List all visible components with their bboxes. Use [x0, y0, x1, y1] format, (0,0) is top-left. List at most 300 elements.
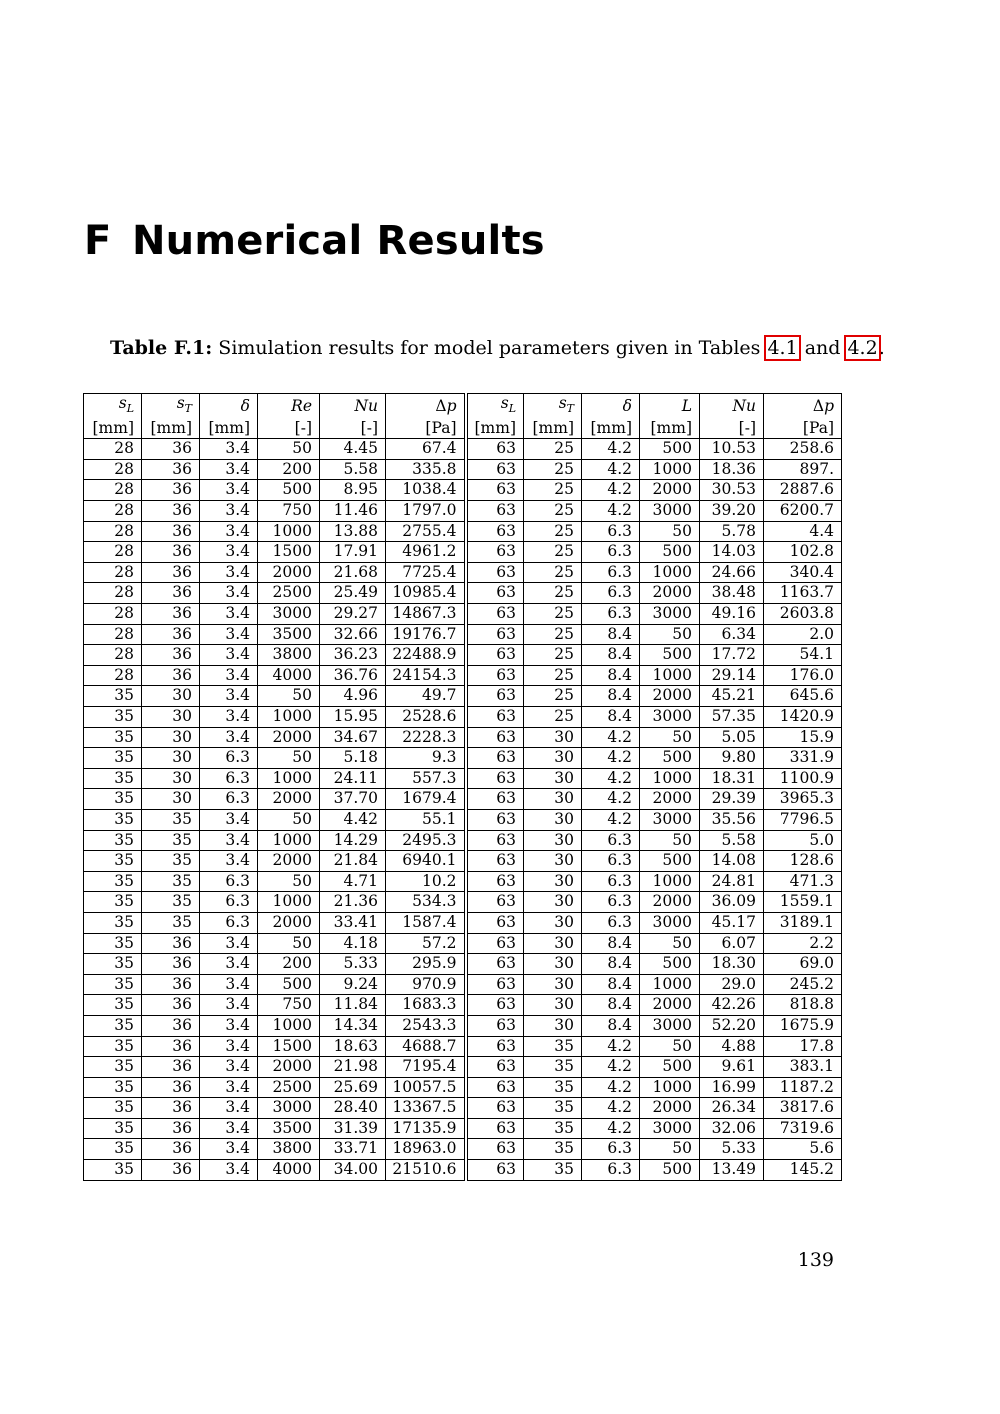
table-cell: 5.58 [320, 459, 386, 480]
table-cell: 3.4 [200, 459, 258, 480]
table-cell: 30 [524, 789, 582, 810]
table-row [84, 768, 842, 789]
table-cell: 21.84 [320, 851, 386, 872]
table-cell: 3965.3 [764, 789, 842, 810]
table-cell: 2.0 [764, 624, 842, 645]
table-cell: 1797.0 [386, 501, 466, 522]
table-cell: 25.49 [320, 583, 386, 604]
table-row [84, 830, 842, 851]
table-cell: 4.2 [582, 727, 640, 748]
table-cell: 67.4 [386, 439, 466, 460]
table-cell: 30 [524, 1015, 582, 1036]
table-cell: 6.3 [582, 562, 640, 583]
table-cell: 6.3 [582, 521, 640, 542]
table-cell: 35 [142, 809, 200, 830]
table-cell: 57.35 [700, 707, 764, 728]
col-unit: [mm] [524, 419, 582, 439]
table-cell: 500 [258, 480, 320, 501]
table-row [84, 1118, 842, 1139]
table-cell: 534.3 [386, 892, 466, 913]
table-cell: 500 [640, 1160, 700, 1181]
table-cell: 63 [466, 1160, 524, 1181]
table-cell: 1000 [258, 1015, 320, 1036]
table-cell: 3.4 [200, 1057, 258, 1078]
table-cell: 2000 [640, 995, 700, 1016]
table-cell: 36 [142, 1057, 200, 1078]
table-cell: 63 [466, 748, 524, 769]
table-cell: 4.2 [582, 789, 640, 810]
table-cell: 1559.1 [764, 892, 842, 913]
col-unit: [Pa] [386, 419, 466, 439]
table-cell: 295.9 [386, 954, 466, 975]
table-cell: 30 [524, 871, 582, 892]
table-cell: 4000 [258, 1160, 320, 1181]
table-cell: 63 [466, 954, 524, 975]
table-cell: 10985.4 [386, 583, 466, 604]
table-cell: 7796.5 [764, 809, 842, 830]
table-cell: 3.4 [200, 604, 258, 625]
table-cell: 11.84 [320, 995, 386, 1016]
table-cell: 3.4 [200, 1036, 258, 1057]
table-cell: 3.4 [200, 1118, 258, 1139]
table-cell: 25 [524, 501, 582, 522]
table-cell: 3.4 [200, 439, 258, 460]
table-cell: 258.6 [764, 439, 842, 460]
table-cell: 24.81 [700, 871, 764, 892]
table-cell: 6.3 [582, 912, 640, 933]
table-cell: 35 [524, 1139, 582, 1160]
table-cell: 24154.3 [386, 665, 466, 686]
table-cell: 11.46 [320, 501, 386, 522]
table-cell: 69.0 [764, 954, 842, 975]
table-cell: 63 [466, 809, 524, 830]
table-body [84, 439, 842, 1180]
table-cell: 3.4 [200, 727, 258, 748]
table-cell: 28.40 [320, 1098, 386, 1119]
table-cell: 2500 [258, 583, 320, 604]
table-cell: 30 [524, 995, 582, 1016]
table-cell: 25 [524, 604, 582, 625]
table-cell: 35 [84, 995, 142, 1016]
table-cell: 21.36 [320, 892, 386, 913]
table-row [84, 624, 842, 645]
table-cell: 35 [524, 1036, 582, 1057]
table-cell: 63 [466, 727, 524, 748]
table-cell: 33.41 [320, 912, 386, 933]
table-cell: 36 [142, 954, 200, 975]
table-cell: 2000 [258, 789, 320, 810]
table-cell: 14.29 [320, 830, 386, 851]
col-unit: [-] [700, 419, 764, 439]
table-cell: 29.0 [700, 974, 764, 995]
table-cell: 50 [640, 727, 700, 748]
table-cell: 970.9 [386, 974, 466, 995]
table-row [84, 501, 842, 522]
table-row [84, 645, 842, 666]
table-cell: 50 [258, 686, 320, 707]
table-cell: 2528.6 [386, 707, 466, 728]
table-cell: 3500 [258, 624, 320, 645]
table-cell: 1587.4 [386, 912, 466, 933]
table-cell: 3000 [640, 501, 700, 522]
table-cell: 6.3 [200, 892, 258, 913]
table-cell: 1000 [258, 521, 320, 542]
table-cell: 36 [142, 604, 200, 625]
table-row [84, 707, 842, 728]
table-cell: 4.2 [582, 1036, 640, 1057]
table-cell: 63 [466, 789, 524, 810]
page-number: 139 [797, 1249, 834, 1271]
table-cell: 30 [524, 768, 582, 789]
table-cell: 2603.8 [764, 604, 842, 625]
table-cell: 36 [142, 995, 200, 1016]
table-cell: 2500 [258, 1077, 320, 1098]
table-cell: 63 [466, 624, 524, 645]
table-cell: 4.2 [582, 480, 640, 501]
table-cell: 63 [466, 1139, 524, 1160]
sub-T: T [566, 402, 574, 416]
table-cell: 17.8 [764, 1036, 842, 1057]
table-cell: 1500 [258, 542, 320, 563]
table-cell: 63 [466, 1015, 524, 1036]
table-cell: 3800 [258, 645, 320, 666]
table-cell: 29.14 [700, 665, 764, 686]
table-cell: 5.58 [700, 830, 764, 851]
table-cell: 8.4 [582, 665, 640, 686]
table-cell: 500 [640, 1057, 700, 1078]
table-cell: 28 [84, 604, 142, 625]
table-cell: 30 [524, 912, 582, 933]
table-cell: 3.4 [200, 521, 258, 542]
table-cell: 45.17 [700, 912, 764, 933]
table-cell: 3.4 [200, 1160, 258, 1181]
table-cell: 63 [466, 871, 524, 892]
table-cell: 200 [258, 954, 320, 975]
table-cell: 331.9 [764, 748, 842, 769]
table-cell: 750 [258, 995, 320, 1016]
table-cell: 30 [524, 933, 582, 954]
sub-T: T [184, 402, 192, 416]
table-row [84, 521, 842, 542]
table-cell: 50 [258, 748, 320, 769]
table-cell: 1000 [640, 768, 700, 789]
table-cell: 36 [142, 974, 200, 995]
table-cell: 30 [142, 727, 200, 748]
table-cell: 1683.3 [386, 995, 466, 1016]
table-cell: 28 [84, 459, 142, 480]
table-cell: 28 [84, 501, 142, 522]
table-cell: 63 [466, 892, 524, 913]
table-cell: 35 [142, 851, 200, 872]
table-row [84, 995, 842, 1016]
table-cell: 4.45 [320, 439, 386, 460]
table-cell: 35 [524, 1057, 582, 1078]
table-cell: 3000 [640, 604, 700, 625]
table-cell: 50 [258, 809, 320, 830]
table-cell: 36 [142, 933, 200, 954]
table-cell: 18.31 [700, 768, 764, 789]
table-cell: 500 [640, 439, 700, 460]
table-cell: 1500 [258, 1036, 320, 1057]
table-cell: 28 [84, 645, 142, 666]
table-cell: 2755.4 [386, 521, 466, 542]
results-table [83, 393, 842, 1181]
table-cell: 25 [524, 645, 582, 666]
table-cell: 36.76 [320, 665, 386, 686]
table-cell: 25 [524, 624, 582, 645]
table-cell: 25 [524, 439, 582, 460]
table-cell: 63 [466, 645, 524, 666]
table-cell: 6.3 [582, 1139, 640, 1160]
table-cell: 30 [142, 707, 200, 728]
table-cell: 3000 [640, 707, 700, 728]
table-caption [110, 337, 885, 359]
table-cell: 3.4 [200, 542, 258, 563]
table-cell: 57.2 [386, 933, 466, 954]
table-row [84, 1036, 842, 1057]
table-cell: 3.4 [200, 809, 258, 830]
table-cell: 3189.1 [764, 912, 842, 933]
table-cell: 6.3 [582, 892, 640, 913]
col-header-re: Re [258, 394, 320, 419]
table-cell: 1000 [640, 459, 700, 480]
table-row [84, 1077, 842, 1098]
table-cell: 3.4 [200, 501, 258, 522]
table-cell: 3.4 [200, 480, 258, 501]
table-cell: 35 [84, 830, 142, 851]
table-cell: 35 [84, 1077, 142, 1098]
table-cell: 25 [524, 480, 582, 501]
table-cell: 30 [524, 892, 582, 913]
table-cell: 35 [524, 1077, 582, 1098]
table-cell: 35 [84, 789, 142, 810]
table-cell: 63 [466, 542, 524, 563]
table-row [84, 871, 842, 892]
table-cell: 35 [84, 686, 142, 707]
table-cell: 36 [142, 1098, 200, 1119]
table-cell: 36 [142, 1036, 200, 1057]
table-cell: 8.4 [582, 624, 640, 645]
table-cell: 3000 [258, 1098, 320, 1119]
table-cell: 3.4 [200, 851, 258, 872]
table-cell: 8.4 [582, 974, 640, 995]
table-cell: 2.2 [764, 933, 842, 954]
table-cell: 6.3 [582, 851, 640, 872]
table-cell: 21.68 [320, 562, 386, 583]
table-cell: 3.4 [200, 995, 258, 1016]
table-cell: 5.33 [700, 1139, 764, 1160]
table-row [84, 604, 842, 625]
table-cell: 30.53 [700, 480, 764, 501]
header-unit-row [84, 419, 842, 439]
col-unit: [Pa] [764, 419, 842, 439]
table-cell: 63 [466, 665, 524, 686]
table-cell: 30 [524, 851, 582, 872]
table-cell: 50 [640, 1036, 700, 1057]
table-cell: 63 [466, 583, 524, 604]
table-cell: 49.7 [386, 686, 466, 707]
table-cell: 28 [84, 583, 142, 604]
table-cell: 63 [466, 1057, 524, 1078]
table-cell: 3.4 [200, 1098, 258, 1119]
table-row [84, 1098, 842, 1119]
table-cell: 3000 [640, 912, 700, 933]
header-symbol-row [84, 394, 842, 419]
table-cell: 340.4 [764, 562, 842, 583]
table-cell: 3000 [640, 809, 700, 830]
table-cell: 5.0 [764, 830, 842, 851]
table-cell: 36.09 [700, 892, 764, 913]
table-cell: 35 [84, 871, 142, 892]
table-cell: 13367.5 [386, 1098, 466, 1119]
table-cell: 818.8 [764, 995, 842, 1016]
table-cell: 5.05 [700, 727, 764, 748]
table-cell: 36 [142, 1077, 200, 1098]
table-ref-link[interactable]: 4.2 [847, 337, 878, 359]
table-cell: 30 [524, 974, 582, 995]
table-cell: 28 [84, 665, 142, 686]
table-cell: 36 [142, 1139, 200, 1160]
table-cell: 1000 [258, 892, 320, 913]
table-cell: 6.3 [582, 604, 640, 625]
table-cell: 15.95 [320, 707, 386, 728]
table-cell: 10.53 [700, 439, 764, 460]
table-cell: 6.3 [200, 912, 258, 933]
table-cell: 63 [466, 686, 524, 707]
table-cell: 750 [258, 501, 320, 522]
table-row [84, 1057, 842, 1078]
table-row [84, 912, 842, 933]
table-ref-link[interactable]: 4.1 [767, 337, 798, 359]
table-cell: 34.67 [320, 727, 386, 748]
table-cell: 35 [84, 1015, 142, 1036]
table-cell: 897. [764, 459, 842, 480]
table-cell: 26.34 [700, 1098, 764, 1119]
table-cell: 1000 [258, 707, 320, 728]
col-unit: [mm] [582, 419, 640, 439]
table-cell: 3.4 [200, 645, 258, 666]
table-row [84, 789, 842, 810]
table-cell: 3.4 [200, 583, 258, 604]
table-row [84, 892, 842, 913]
table-cell: 2000 [258, 912, 320, 933]
table-cell: 63 [466, 1036, 524, 1057]
table-cell: 5.33 [320, 954, 386, 975]
table-cell: 2000 [258, 1057, 320, 1078]
table-cell: 36 [142, 459, 200, 480]
table-cell: 4.2 [582, 1057, 640, 1078]
col-unit: [-] [320, 419, 386, 439]
table-cell: 7319.6 [764, 1118, 842, 1139]
table-cell: 645.6 [764, 686, 842, 707]
table-cell: 3.4 [200, 954, 258, 975]
table-cell: 17.72 [700, 645, 764, 666]
table-cell: 3000 [640, 1015, 700, 1036]
table-cell: 14867.3 [386, 604, 466, 625]
table-cell: 4.2 [582, 501, 640, 522]
table-row [84, 933, 842, 954]
table-cell: 36 [142, 645, 200, 666]
table-cell: 4.96 [320, 686, 386, 707]
table-cell: 24.11 [320, 768, 386, 789]
table-cell: 35 [524, 1160, 582, 1181]
table-cell: 4.2 [582, 809, 640, 830]
table-cell: 21510.6 [386, 1160, 466, 1181]
table-cell: 36 [142, 583, 200, 604]
table-cell: 14.08 [700, 851, 764, 872]
table-cell: 3.4 [200, 1139, 258, 1160]
table-cell: 3.4 [200, 686, 258, 707]
table-cell: 28 [84, 542, 142, 563]
table-cell: 13.88 [320, 521, 386, 542]
table-cell: 35 [84, 892, 142, 913]
table-cell: 3.4 [200, 974, 258, 995]
table-cell: 63 [466, 707, 524, 728]
table-cell: 30 [524, 830, 582, 851]
table-cell: 1000 [258, 830, 320, 851]
table-cell: 63 [466, 501, 524, 522]
table-row [84, 686, 842, 707]
table-cell: 36 [142, 665, 200, 686]
table-cell: 3.4 [200, 665, 258, 686]
table-cell: 3800 [258, 1139, 320, 1160]
table-cell: 63 [466, 521, 524, 542]
table-cell: 10.2 [386, 871, 466, 892]
table-cell: 35 [84, 1160, 142, 1181]
table-cell: 63 [466, 974, 524, 995]
table-cell: 35 [84, 727, 142, 748]
table-cell: 4.2 [582, 1077, 640, 1098]
table-cell: 28 [84, 562, 142, 583]
table-cell: 3817.6 [764, 1098, 842, 1119]
table-cell: 13.49 [700, 1160, 764, 1181]
table-cell: 25 [524, 665, 582, 686]
table-cell: 102.8 [764, 542, 842, 563]
table-row [84, 583, 842, 604]
table-cell: 3.4 [200, 933, 258, 954]
table-cell: 25 [524, 562, 582, 583]
table-cell: 35 [84, 851, 142, 872]
table-cell: 145.2 [764, 1160, 842, 1181]
table-cell: 3500 [258, 1118, 320, 1139]
table-cell: 2000 [258, 727, 320, 748]
table-cell: 8.4 [582, 645, 640, 666]
sub-L: L [126, 402, 134, 416]
chapter-heading [84, 218, 545, 264]
table-cell: 6.3 [200, 871, 258, 892]
table-row [84, 974, 842, 995]
table-cell: 36 [142, 624, 200, 645]
table-row [84, 459, 842, 480]
table-cell: 1675.9 [764, 1015, 842, 1036]
table-cell: 200 [258, 459, 320, 480]
table-cell: 36 [142, 1118, 200, 1139]
table-cell: 30 [524, 954, 582, 975]
col-header-sL: $s_L$ [84, 394, 142, 419]
table-cell: 30 [142, 768, 200, 789]
table-cell: 5.78 [700, 521, 764, 542]
table-cell: 25.69 [320, 1077, 386, 1098]
table-cell: 5.18 [320, 748, 386, 769]
table-cell: 63 [466, 912, 524, 933]
table-cell: 55.1 [386, 809, 466, 830]
table-cell: 63 [466, 851, 524, 872]
table-cell: 500 [640, 954, 700, 975]
dp-p: p [446, 396, 457, 415]
table-cell: 28 [84, 480, 142, 501]
col-header-sT: $s_T$ [524, 394, 582, 419]
table-cell: 30 [142, 686, 200, 707]
